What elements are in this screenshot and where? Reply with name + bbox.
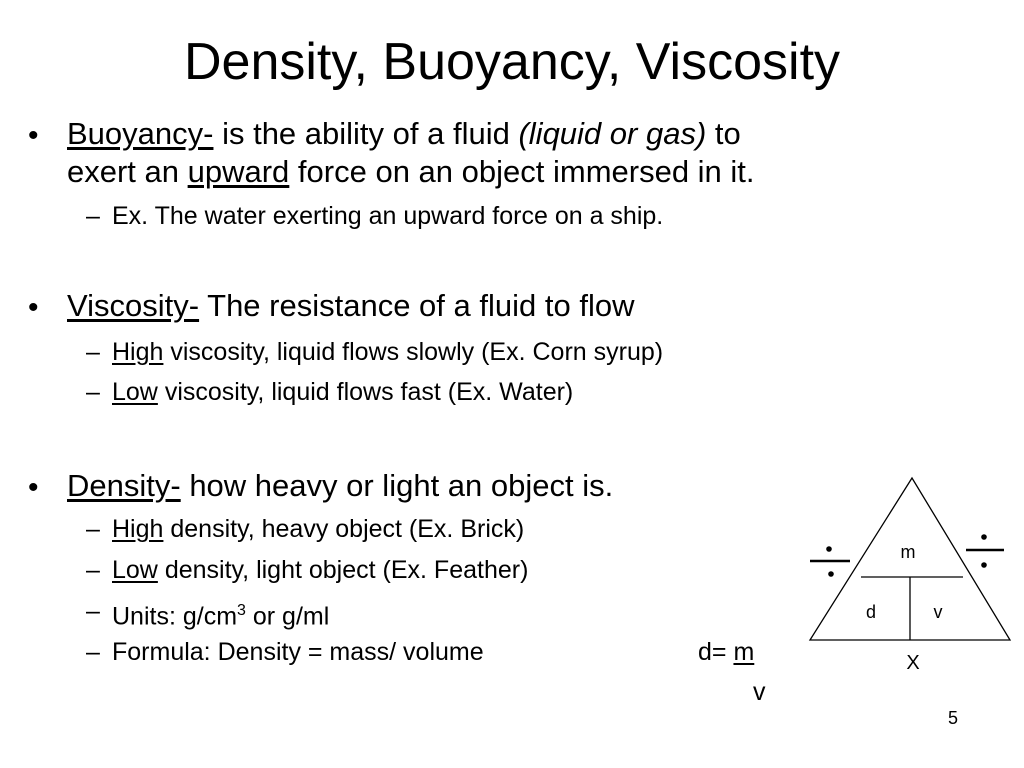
low-term: Low <box>112 378 158 406</box>
dash-marker: – <box>86 597 100 625</box>
density-triangle <box>800 470 1024 670</box>
triangle-volume-label: v <box>933 602 943 622</box>
high-term: High <box>112 515 164 543</box>
viscosity-line <box>67 288 634 324</box>
viscosity-low-text: viscosity, liquid flows fast (Ex. Water) <box>157 378 574 406</box>
buoyancy-example: Ex. The water exerting an upward force on a ship. <box>112 202 664 230</box>
density-high <box>112 514 524 544</box>
buoyancy-line2-post: force on an object immersed in it. <box>289 154 755 189</box>
viscosity-high <box>112 337 663 367</box>
buoyancy-line-2 <box>67 154 755 190</box>
high-term: High <box>112 338 164 366</box>
viscosity-text: The resistance of a fluid to flow <box>199 288 635 323</box>
viscosity-low <box>112 377 573 407</box>
density-term: Density- <box>67 468 181 503</box>
upward-term: upward <box>187 154 290 189</box>
bullet-marker: • <box>28 119 39 152</box>
units-text: Units: g/cm <box>112 602 238 631</box>
viscosity-term: Viscosity- <box>67 288 200 323</box>
division-sign-right-icon <box>966 534 1004 568</box>
buoyancy-text-end: to <box>706 116 741 151</box>
division-sign-left-icon <box>810 546 850 577</box>
dash-marker: – <box>86 556 100 584</box>
viscosity-high-text: viscosity, liquid flows slowly (Ex. Corn syrup) <box>163 338 664 366</box>
formula-fraction <box>698 637 754 667</box>
dash-marker: – <box>86 338 100 366</box>
buoyancy-text: is the ability of a fluid <box>213 116 519 151</box>
buoyancy-line-1 <box>67 116 741 152</box>
density-formula: Formula: Density = mass/ volume <box>112 638 484 666</box>
slide-number: 5 <box>948 708 959 728</box>
triangle-mass-label: m <box>900 542 916 562</box>
buoyancy-italic: (liquid or gas) <box>518 116 707 151</box>
triangle-density-label: d <box>865 602 877 622</box>
buoyancy-term: Buoyancy- <box>67 116 214 151</box>
density-low-text: density, light object (Ex. Feather) <box>157 556 529 584</box>
density-units <box>112 596 329 631</box>
formula-d-label: d= <box>698 638 734 666</box>
dash-marker: – <box>86 378 100 406</box>
units-superscript: 3 <box>237 602 246 619</box>
formula-numerator: m <box>733 638 755 666</box>
bullet-marker: • <box>28 291 39 324</box>
bullet-marker: • <box>28 471 39 504</box>
dash-marker: – <box>86 202 100 230</box>
dash-marker: – <box>86 638 100 666</box>
low-term: Low <box>112 556 158 584</box>
dash-marker: – <box>86 515 100 543</box>
density-text: how heavy or light an object is. <box>180 468 614 503</box>
formula-denominator: v <box>753 678 766 706</box>
buoyancy-line2-pre: exert an <box>67 154 188 189</box>
density-line <box>67 468 613 504</box>
units-text-end: or g/ml <box>245 602 330 631</box>
slide-title: Density, Buoyancy, Viscosity <box>183 33 841 91</box>
triangle-times-label: X <box>906 652 920 670</box>
density-low <box>112 555 528 585</box>
density-high-text: density, heavy object (Ex. Brick) <box>163 515 525 543</box>
